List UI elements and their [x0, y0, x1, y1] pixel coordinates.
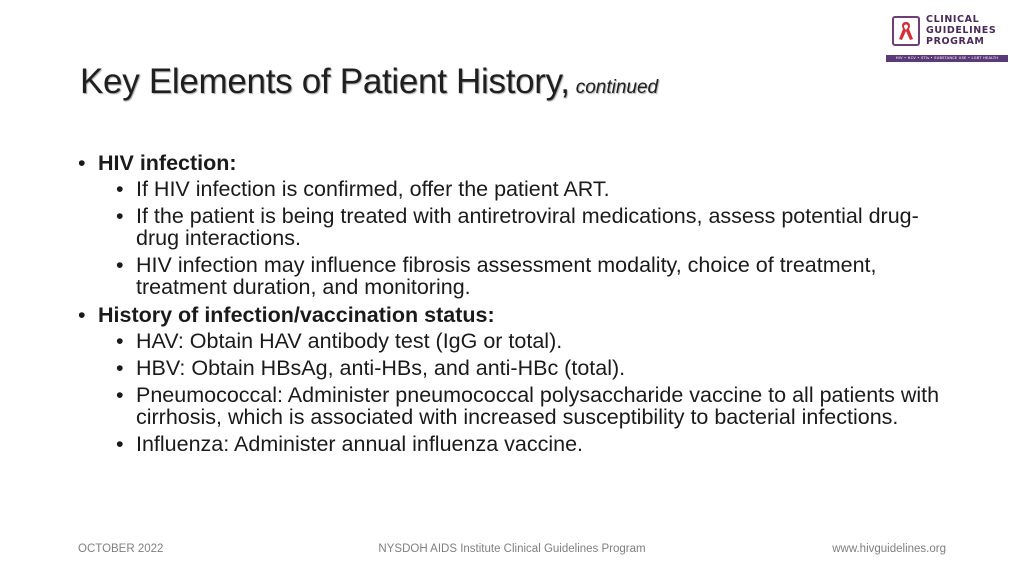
bullet-icon: •: [78, 151, 86, 175]
list-item-text: Influenza: Administer annual influenza vaccine.: [136, 432, 583, 456]
list-item-text: Pneumococcal: Administer pneumococcal polysaccharide vaccine to all patients with cirrhosis, which is associated with increased susceptibility to bacterial infections.: [136, 383, 940, 429]
section-vaccination-status: [78, 304, 958, 455]
list-item: [116, 330, 958, 352]
slide-title: [80, 62, 658, 102]
sub-list: [116, 178, 958, 298]
footer-program: NYSDOH AIDS Institute Clinical Guidelines Program: [378, 543, 646, 555]
list-item: [116, 357, 958, 379]
bullet-icon: •: [116, 177, 124, 201]
list-item-text: HAV: Obtain HAV antibody test (IgG or total).: [136, 329, 563, 353]
logo-line-1: CLINICAL: [926, 14, 980, 25]
list-item: [116, 205, 958, 249]
footer-date: OCTOBER 2022: [78, 543, 164, 555]
logo-wordmark: [926, 14, 996, 47]
logo-tagline-strip: HIV • HCV • STIs • SUBSTANCE USE • LGBT HEALTH: [886, 55, 1008, 62]
red-ribbon-icon: [898, 21, 914, 41]
bullet-icon: •: [116, 432, 124, 456]
bullet-icon: •: [116, 253, 124, 277]
list-item-text: HIV infection may influence fibrosis assessment modality, choice of treatment, treatment duration, and monitoring.: [136, 253, 877, 299]
bullet-icon: •: [78, 303, 86, 327]
section-list: [78, 152, 958, 455]
slide-title-main: Key Elements of Patient History,: [80, 62, 570, 101]
list-item-text: If HIV infection is confirmed, offer the patient ART.: [136, 177, 610, 201]
bullet-icon: •: [116, 329, 124, 353]
sub-list: [116, 330, 958, 455]
section-hiv-infection: [78, 152, 958, 298]
list-item: [116, 384, 958, 428]
bullet-icon: •: [116, 383, 124, 407]
logo-line-2: GUIDELINES: [926, 25, 997, 36]
slide-title-suffix: continued: [575, 77, 659, 98]
list-item-text: HBV: Obtain HBsAg, anti-HBs, and anti-HBc (total).: [136, 356, 626, 380]
list-item: [116, 254, 958, 298]
bullet-icon: •: [116, 204, 124, 228]
logo-frame: [892, 16, 920, 46]
logo-line-3: PROGRAM: [926, 36, 985, 47]
list-item: [116, 433, 958, 455]
list-item: [116, 178, 958, 200]
slide-body: [78, 152, 958, 461]
section-heading: HIV infection:: [98, 151, 237, 175]
section-heading: History of infection/vaccination status:: [98, 303, 495, 327]
clinical-guidelines-logo: [886, 14, 1008, 64]
list-item-text: If the patient is being treated with antiretroviral medications, assess potential drug-drug interactions.: [136, 204, 919, 250]
bullet-icon: •: [116, 356, 124, 380]
footer-url: www.hivguidelines.org: [832, 543, 946, 555]
